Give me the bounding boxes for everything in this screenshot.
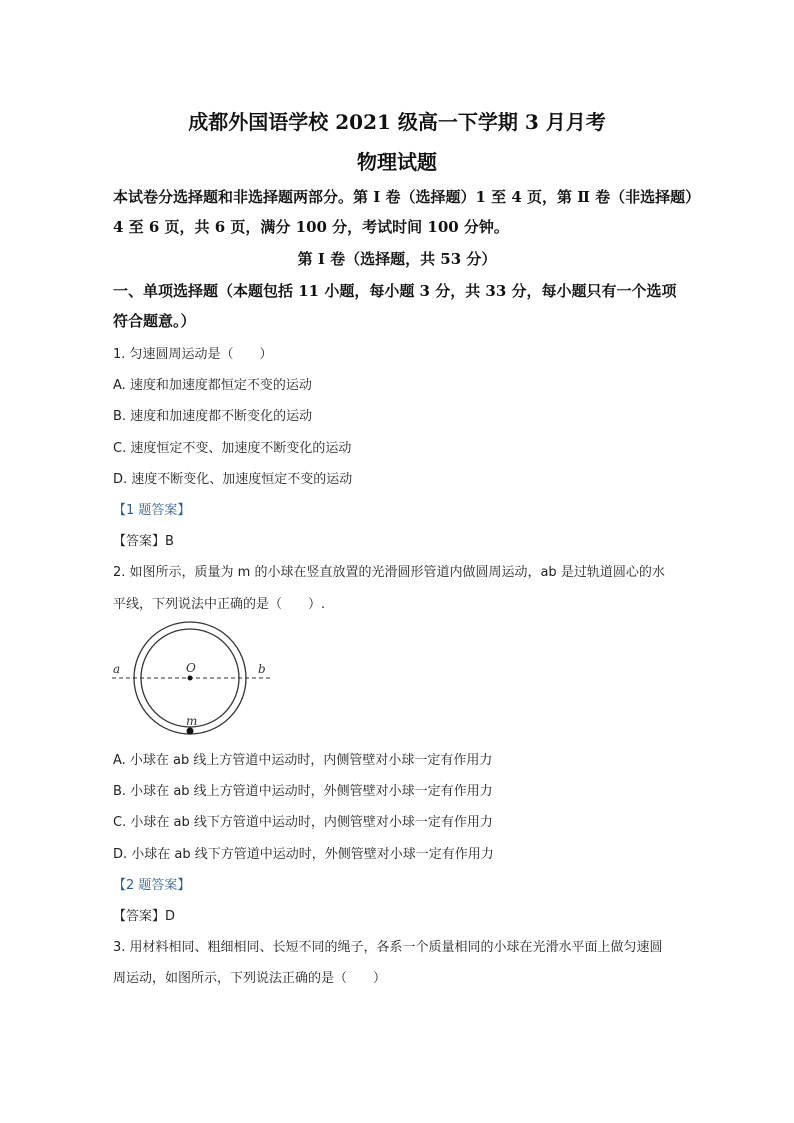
intro-line-2: 4 至 6 页，共 6 页，满分 100 分，考试时间 100 分钟。 — [113, 218, 509, 236]
label-b: b — [258, 662, 266, 676]
q3-stem-line-1: 3. 用材料相同、粗细相同、长短不同的绳子，各系一个质量相同的小球在光滑水平面上做匀速圆 — [113, 940, 663, 955]
q2-stem-line-1: 2. 如图所示，质量为 m 的小球在竖直放置的光滑圆形管道内做圆周运动，ab 是过轨道圆心的水 — [113, 565, 665, 580]
q2-answer-tag: 【2 题答案】 — [113, 878, 191, 893]
part1-heading: 第 Ⅰ 卷（选择题，共 53 分） — [297, 250, 497, 268]
q1-stem: 1. 匀速圆周运动是（ ） — [113, 347, 273, 362]
section-heading-line-2: 符合题意。） — [113, 312, 196, 330]
label-a: a — [113, 662, 121, 676]
circular-tube-diagram — [110, 618, 280, 738]
q1-option-c: C. 速度恒定不变、加速度不断变化的运动 — [113, 441, 352, 456]
q2-stem-line-2: 平线，下列说法中正确的是（ ）. — [113, 597, 326, 612]
label-o: O — [186, 661, 196, 675]
q2-answer: 【答案】D — [113, 909, 176, 924]
q1-option-a: A. 速度和加速度都恒定不变的运动 — [113, 378, 312, 393]
section-heading-line-1: 一、单项选择题（本题包括 11 小题，每小题 3 分，共 33 分，每小题只有一个选项 — [113, 282, 677, 300]
q1-answer: 【答案】B — [113, 534, 174, 549]
q1-option-b: B. 速度和加速度都不断变化的运动 — [113, 409, 313, 424]
q2-option-b: B. 小球在 ab 线上方管道中运动时，外侧管壁对小球一定有作用力 — [113, 784, 493, 799]
q1-answer-tag: 【1 题答案】 — [113, 503, 191, 518]
label-m: m — [186, 714, 198, 728]
q3-stem-line-2: 周运动，如图所示，下列说法正确的是（ ） — [113, 971, 387, 986]
intro-line-1: 本试卷分选择题和非选择题两部分。第 Ⅰ 卷（选择题）1 至 4 页，第 Ⅱ 卷（非选择题） — [113, 188, 701, 206]
exam-title: 成都外国语学校 2021 级高一下学期 3 月月考 — [188, 110, 606, 134]
ball-m — [187, 728, 194, 735]
center-dot — [188, 676, 193, 681]
q2-option-d: D. 小球在 ab 线下方管道中运动时，外侧管壁对小球一定有作用力 — [113, 847, 494, 862]
q1-option-d: D. 速度不断变化、加速度恒定不变的运动 — [113, 472, 353, 487]
q2-option-c: C. 小球在 ab 线下方管道中运动时，内侧管壁对小球一定有作用力 — [113, 815, 493, 830]
exam-subject: 物理试题 — [357, 150, 437, 174]
q2-option-a: A. 小球在 ab 线上方管道中运动时，内侧管壁对小球一定有作用力 — [113, 753, 493, 768]
